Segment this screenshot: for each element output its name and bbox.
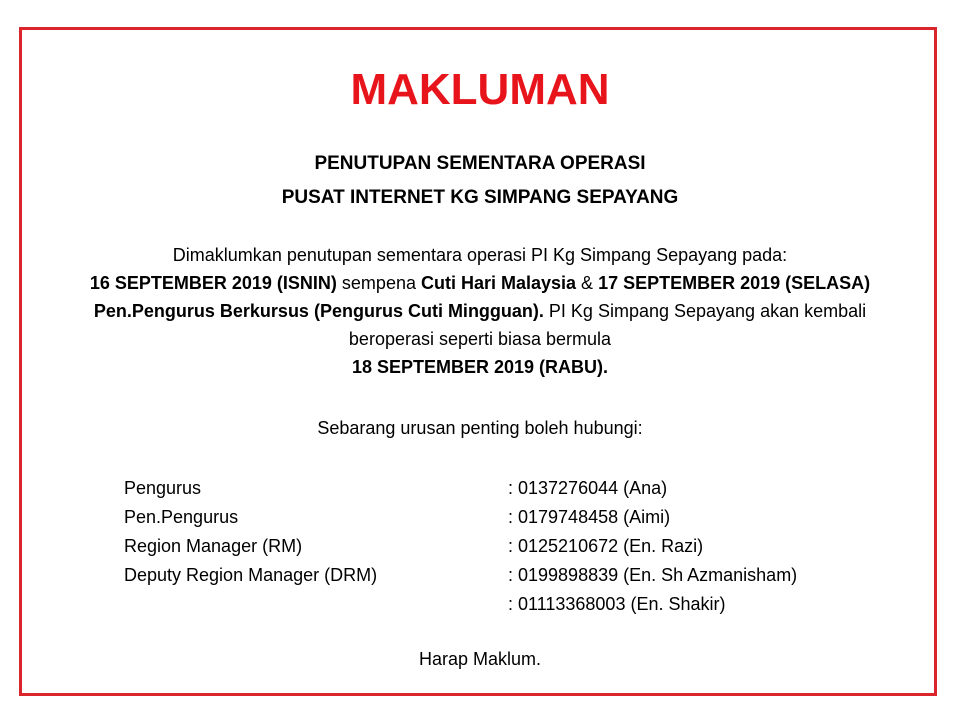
notice-subheading-line2: PUSAT INTERNET KG SIMPANG SEPAYANG	[281, 187, 679, 208]
notice-heading: MAKLUMAN	[350, 65, 610, 114]
contact-list	[124, 474, 884, 619]
resume-text-line2: beroperasi seperti biasa bermula	[348, 329, 612, 349]
contact-role: Region Manager (RM)	[124, 536, 303, 556]
contact-phone: : 01113368003 (En. Shakir)	[508, 594, 726, 614]
contact-phone: : 0137276044 (Ana)	[508, 478, 668, 498]
contact-row	[124, 532, 884, 561]
resume-text: PI Kg Simpang Sepayang akan kembali	[543, 301, 867, 321]
contact-phone: : 0179748458 (Aimi)	[508, 507, 671, 527]
holiday-name: Cuti Hari Malaysia	[420, 273, 577, 293]
contact-row	[124, 590, 884, 619]
contact-row	[124, 561, 884, 590]
contact-role: Deputy Region Manager (DRM)	[124, 565, 378, 585]
contact-phone: : 0199898839 (En. Sh Azmanisham)	[508, 565, 798, 585]
notice-subheading-line1: PENUTUPAN SEMENTARA OPERASI	[314, 153, 646, 174]
contact-intro: Sebarang urusan penting boleh hubungi:	[317, 418, 643, 438]
contact-role: Pengurus	[124, 478, 202, 498]
closure-reason-line	[0, 298, 960, 324]
closure-date-1: 16 SEPTEMBER 2019 (ISNIN)	[89, 273, 337, 293]
contact-phone: : 0125210672 (En. Razi)	[508, 536, 704, 556]
contact-row	[124, 503, 884, 532]
intro-text: Dimaklumkan penutupan sementara operasi PI Kg Simpang Sepayang pada:	[172, 245, 788, 265]
closure-dates-line	[0, 270, 960, 296]
contact-role: Pen.Pengurus	[124, 507, 239, 527]
contact-role	[124, 590, 508, 619]
reopen-date: 18 SEPTEMBER 2019 (RABU).	[351, 357, 609, 377]
connector-text: sempena	[336, 273, 421, 293]
closure-date-2: 17 SEPTEMBER 2019 (SELASA)	[598, 273, 871, 293]
contact-row	[124, 474, 884, 503]
connector-ampersand: &	[576, 273, 599, 293]
closure-reason: Pen.Pengurus Berkursus (Pengurus Cuti Mingguan).	[93, 301, 544, 321]
closing-text: Harap Maklum.	[418, 649, 542, 669]
